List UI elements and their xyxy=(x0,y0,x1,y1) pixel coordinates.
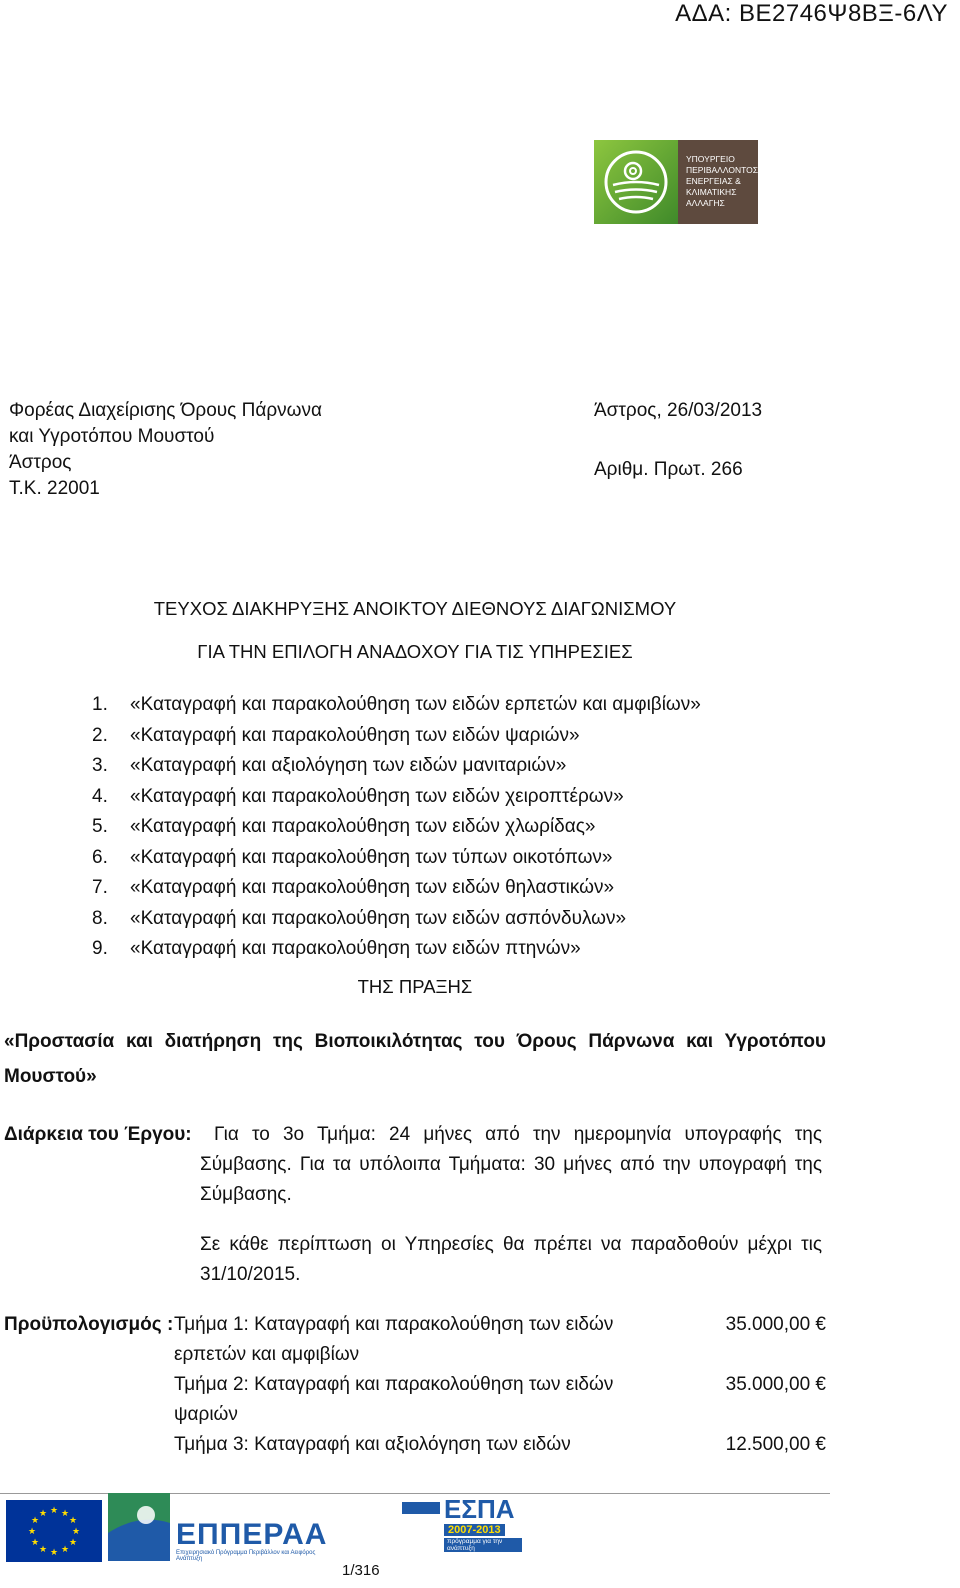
logo-line: ΥΠΟΥΡΓΕΙΟ xyxy=(686,154,735,164)
item-number: 2. xyxy=(92,724,108,746)
budget-amount: 35.000,00 € xyxy=(725,1314,826,1335)
action-title-line-1: «Προστασία και διατήρηση της Βιοποικιλότητας του Όρους Πάρνωνα και Υγροτόπου xyxy=(4,1031,826,1052)
title-line-1: ΤΕΥΧΟΣ ΔΙΑΚΗΡΥΞΗΣ ΑΝΟΙΚΤΟΥ ΔΙΕΘΝΟΥΣ ΔΙΑΓΩΝΙΣΜΟΥ xyxy=(153,598,677,619)
sender-line: Άστρος xyxy=(9,452,72,473)
budget-table xyxy=(174,1310,826,1460)
action-heading: ΤΗΣ ΠΡΑΞΗΣ xyxy=(357,976,473,997)
item-text: «Καταγραφή και παρακολούθηση των ειδών θηλαστικών» xyxy=(130,877,615,898)
item-text: «Καταγραφή και παρακολούθηση των ειδών πτηνών» xyxy=(130,938,581,959)
item-text: «Καταγραφή και παρακολούθηση των ειδών χλωρίδας» xyxy=(130,816,596,837)
item-number: 1. xyxy=(92,694,108,715)
budget-item xyxy=(174,1310,704,1370)
svg-text:★: ★ xyxy=(60,1509,70,1519)
item-number: 3. xyxy=(92,755,108,776)
svg-text:★: ★ xyxy=(71,1527,81,1537)
greek-flag-icon xyxy=(402,1502,440,1526)
logo-line: ΑΛΛΑΓΗΣ xyxy=(686,198,725,208)
page-number: 1/316 xyxy=(342,1562,380,1579)
espa-title: ΕΣΠΑ xyxy=(444,1494,515,1524)
budget-row xyxy=(174,1430,826,1460)
ministry-logo xyxy=(594,140,758,224)
svg-text:★: ★ xyxy=(27,1527,37,1537)
list-item xyxy=(92,843,701,874)
item-number: 9. xyxy=(92,938,108,959)
svg-text:★: ★ xyxy=(68,1516,78,1526)
svg-text:★: ★ xyxy=(30,1538,40,1548)
budget-item-line: ερπετών και αμφιβίων xyxy=(174,1344,360,1365)
budget-row xyxy=(174,1370,826,1430)
date-block xyxy=(594,398,762,483)
sun-emblem-icon xyxy=(594,140,678,224)
ada-code: ΑΔΑ: ΒΕ2746Ψ8ΒΞ-6ΛΥ xyxy=(675,0,948,27)
svg-text:★: ★ xyxy=(49,1548,59,1558)
list-item xyxy=(92,934,701,965)
list-item xyxy=(92,721,701,752)
svg-text:★: ★ xyxy=(30,1516,40,1526)
services-list xyxy=(92,690,701,965)
svg-text:★: ★ xyxy=(68,1538,78,1548)
sender-block xyxy=(9,398,322,502)
sender-line: Φορέας Διαχείρισης Όρους Πάρνωνα xyxy=(9,400,322,421)
title-line-2: ΓΙΑ ΤΗΝ ΕΠΙΛΟΓΗ ΑΝΑΔΟΧΟΥ ΓΙΑ ΤΙΣ ΥΠΗΡΕΣΙΕΣ xyxy=(197,641,633,662)
espa-years: 2007-2013 xyxy=(444,1524,505,1536)
budget-item xyxy=(174,1370,704,1430)
item-text: «Καταγραφή και παρακολούθηση των ειδών ψαριών» xyxy=(130,724,580,746)
item-text: «Καταγραφή και παρακολούθηση των ειδών ασπόνδυλων» xyxy=(130,907,627,929)
svg-text:★: ★ xyxy=(38,1509,48,1519)
item-text: «Καταγραφή και παρακολούθηση των ειδών χειροπτέρων» xyxy=(130,785,624,807)
protocol-number: Αριθμ. Πρωτ. 266 xyxy=(594,459,743,480)
item-text: «Καταγραφή και παρακολούθηση των ειδών ερπετών και αμφιβίων» xyxy=(130,694,701,715)
list-item xyxy=(92,751,701,782)
logo-line: ΠΕΡΙΒΑΛΛΟΝΤΟΣ xyxy=(686,165,759,175)
epperaa-subtitle: Επιχειρησιακό Πρόγραμμα Περιβάλλον και Αειφόρος Ανάπτυξη xyxy=(176,1550,316,1562)
item-text: «Καταγραφή και αξιολόγηση των ειδών μανιταριών» xyxy=(130,755,567,776)
epperaa-logo-text: ΕΠΠΕΡΑΑ xyxy=(176,1518,328,1551)
item-number: 7. xyxy=(92,877,108,898)
epperaa-emblem-icon xyxy=(108,1493,170,1561)
logo-line: ΚΛΙΜΑΤΙΚΗΣ xyxy=(686,187,737,197)
list-item xyxy=(92,873,701,904)
duration-text: Για το 3ο Τμήμα: 24 μήνες από την ημερομηνία υπογραφής της Σύμβασης. Για τα υπόλοιπα Τμήματα: 30 μήνες από την υπογραφή της Σύμβασης. xyxy=(200,1124,822,1205)
sender-line: Τ.Κ. 22001 xyxy=(9,478,100,499)
ministry-name xyxy=(678,140,758,224)
budget-amount: 12.500,00 € xyxy=(725,1434,826,1455)
list-item xyxy=(92,690,701,721)
item-number: 6. xyxy=(92,846,108,868)
budget-row xyxy=(174,1310,826,1370)
list-item xyxy=(92,782,701,813)
budget-item-line: Τμήμα 1: Καταγραφή και παρακολούθηση των ειδών xyxy=(174,1314,614,1335)
item-number: 5. xyxy=(92,816,108,837)
budget-item-line: Τμήμα 3: Καταγραφή και αξιολόγηση των ειδών xyxy=(174,1434,571,1455)
budget-item xyxy=(174,1430,704,1460)
logo-line: ΕΝΕΡΓΕΙΑΣ & xyxy=(686,176,741,186)
svg-text:★: ★ xyxy=(38,1545,48,1555)
budget-item-line: ψαριών xyxy=(174,1404,238,1425)
duration-note: Σε κάθε περίπτωση οι Υπηρεσίες θα πρέπει να παραδοθούν μέχρι τις 31/10/2015. xyxy=(200,1234,822,1285)
budget-amount: 35.000,00 € xyxy=(725,1374,826,1395)
svg-text:★: ★ xyxy=(60,1545,70,1555)
item-number: 8. xyxy=(92,907,108,929)
list-item xyxy=(92,904,701,935)
duration-label: Διάρκεια του Έργου: xyxy=(4,1124,192,1145)
sender-line: και Υγροτόπου Μουστού xyxy=(9,426,215,447)
item-number: 4. xyxy=(92,785,108,807)
espa-subtitle: πρόγραμμα για την ανάπτυξη xyxy=(444,1538,522,1552)
svg-text:★: ★ xyxy=(49,1506,59,1516)
eu-flag-icon xyxy=(6,1500,102,1562)
action-title-line-2: Μουστού» xyxy=(4,1066,97,1087)
budget-item-line: Τμήμα 2: Καταγραφή και παρακολούθηση των ειδών xyxy=(174,1374,614,1395)
list-item xyxy=(92,812,701,843)
espa-logo xyxy=(402,1494,532,1552)
item-text: «Καταγραφή και παρακολούθηση των τύπων οικοτόπων» xyxy=(130,846,613,868)
budget-label: Προϋπολογισμός : xyxy=(4,1314,174,1335)
place-date: Άστρος, 26/03/2013 xyxy=(594,400,763,421)
